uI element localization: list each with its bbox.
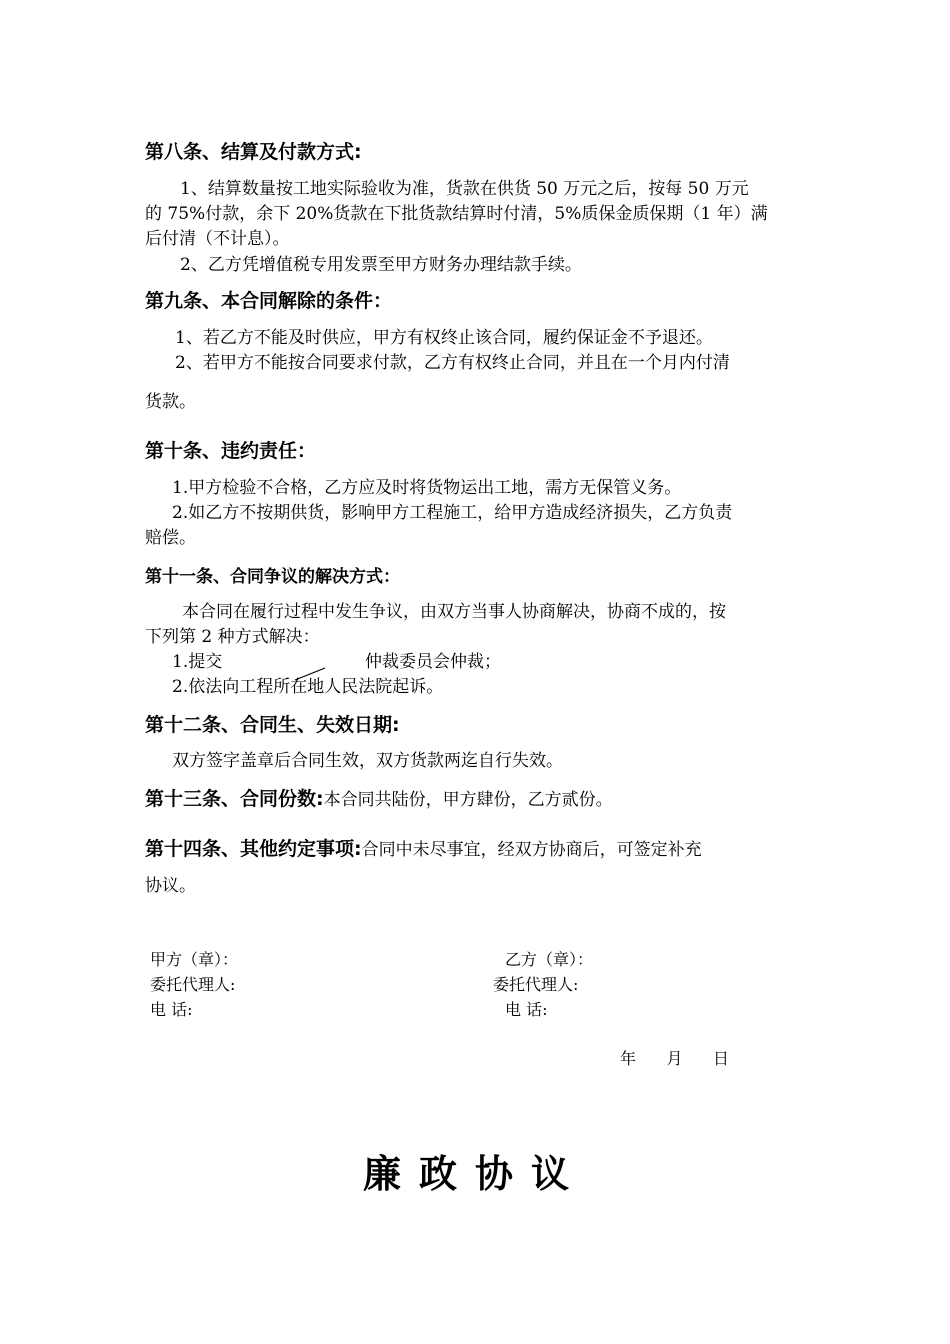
art11-line3-suffix: 仲裁委员会仲裁； (365, 652, 501, 672)
art13-heading: 第十三条、合同份数: (145, 788, 324, 810)
art8-line3: 后付清（不计息）。 (145, 229, 290, 249)
art9-line3: 货款。 (145, 392, 196, 412)
art14-line (145, 837, 702, 862)
party-b-phone: 电 话: (505, 1000, 548, 1019)
art10-line1: 1.甲方检验不合格，乙方应及时将货物运出工地，需方无保管义务。 (172, 478, 682, 498)
art13-text: 本合同共陆份，甲方肆份，乙方贰份。 (323, 790, 613, 810)
art9-heading: 第九条、本合同解除的条件： (145, 290, 393, 312)
art12-heading: 第十二条、合同生、失效日期: (145, 714, 400, 736)
party-a-seal: 甲方（章）： (150, 950, 239, 969)
art8-line4: 2、乙方凭增值税专用发票至甲方财务办理结款手续。 (180, 255, 582, 275)
date-line: 年 月 日 (620, 1049, 730, 1068)
art11-line4: 2.依法向工程所在地人民法院起诉。 (172, 677, 444, 697)
art11-heading: 第十一条、合同争议的解决方式： (145, 567, 400, 587)
art9-line1: 1、若乙方不能及时供应，甲方有权终止该合同，履约保证金不予退还。 (175, 328, 713, 348)
art9-line2: 2、若甲方不能按合同要求付款，乙方有权终止合同，并且在一个月内付清 (175, 353, 730, 373)
party-a-agent: 委托代理人: (150, 975, 236, 994)
art13-line (145, 787, 613, 812)
art8-line1: 1、结算数量按工地实际验收为准，货款在供货 50 万元之后，按每 50 万元 (180, 179, 749, 199)
art8-heading: 第八条、结算及付款方式: (145, 141, 362, 163)
art14-text: 合同中未尽事宜，经双方协商后，可签定补充 (361, 840, 702, 860)
art11-line1: 本合同在履行过程中发生争议，由双方当事人协商解决，协商不成的，按 (182, 602, 726, 622)
art14-heading: 第十四条、其他约定事项: (145, 838, 362, 860)
art11-line3-prefix: 1.提交 (172, 652, 223, 672)
party-a-phone: 电 话: (150, 1000, 193, 1019)
integrity-agreement-title: 廉政协议 (362, 1152, 587, 1196)
art8-line2: 的 75%付款，余下 20%货款在下批货款结算时付清，5%质保金质保期（1 年）满 (145, 204, 768, 224)
art11-line2: 下列第 2 种方式解决： (145, 627, 320, 647)
party-b-seal: 乙方（章）： (505, 950, 594, 969)
party-b-agent: 委托代理人: (493, 975, 579, 994)
art14-line2: 协议。 (145, 876, 196, 896)
art10-heading: 第十条、违约责任： (145, 440, 317, 462)
art12-line1: 双方签字盖章后合同生效，双方货款两迄自行失效。 (172, 751, 563, 771)
art10-line2: 2.如乙方不按期供货，影响甲方工程施工，给甲方造成经济损失，乙方负责 (172, 503, 733, 523)
art10-line3: 赔偿。 (145, 528, 196, 548)
